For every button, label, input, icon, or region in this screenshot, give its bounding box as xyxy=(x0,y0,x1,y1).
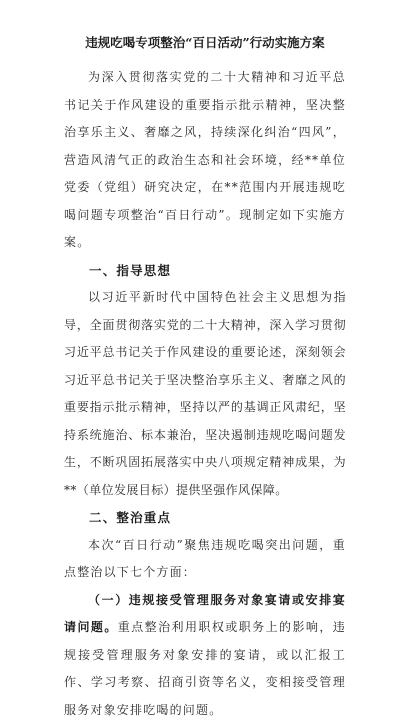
section-heading-key-focus: 二、整治重点 xyxy=(64,504,346,532)
focus-item-1-lead: （一）违规接受管理服务对象宴请或安排宴请问题。 xyxy=(64,593,346,635)
document-title: 违规吃喝专项整治“百日活动”行动实施方案 xyxy=(64,34,346,52)
focus-item-1-body: 重点整治利用职权或职务上的影响，违规接受管理服务对象安排的宴请，或以汇报工作、学习考察、招商引资等名义，变相接受管理服务对象安排吃喝的问题。 xyxy=(64,620,346,717)
intro-paragraph: 为深入贯彻落实党的二十大精神和习近平总书记关于作风建设的重要指示批示精神，坚决整治享乐主义、奢靡之风，持续深化纠治“四风”，营造风清气正的政治生态和社会环境，经**单位党委（党组）研究决定，在**范围内开展违规吃喝问题专项整治“百日行动”。现制定如下实施方案。 xyxy=(64,64,346,257)
focus-item-1 xyxy=(64,587,346,724)
section-heading-guiding-ideology: 一、指导思想 xyxy=(64,257,346,285)
guiding-ideology-paragraph: 以习近平新时代中国特色社会主义思想为指导，全面贯彻落实党的二十大精神，深入学习贯彻习近平总书记关于作风建设的重要论述，深刻领会习近平总书记关于坚决整治享乐主义、奢靡之风的重要指示批示精神，坚持以严的基调正风肃纪，坚持系统施治、标本兼治，坚决遏制违规吃喝问题发生，不断巩固拓展落实中央八项规定精神成果，为**（单位发展目标）提供坚强作风保障。 xyxy=(64,284,346,504)
key-focus-paragraph: 本次“百日行动”聚焦违规吃喝突出问题，重点整治以下七个方面： xyxy=(64,532,346,587)
